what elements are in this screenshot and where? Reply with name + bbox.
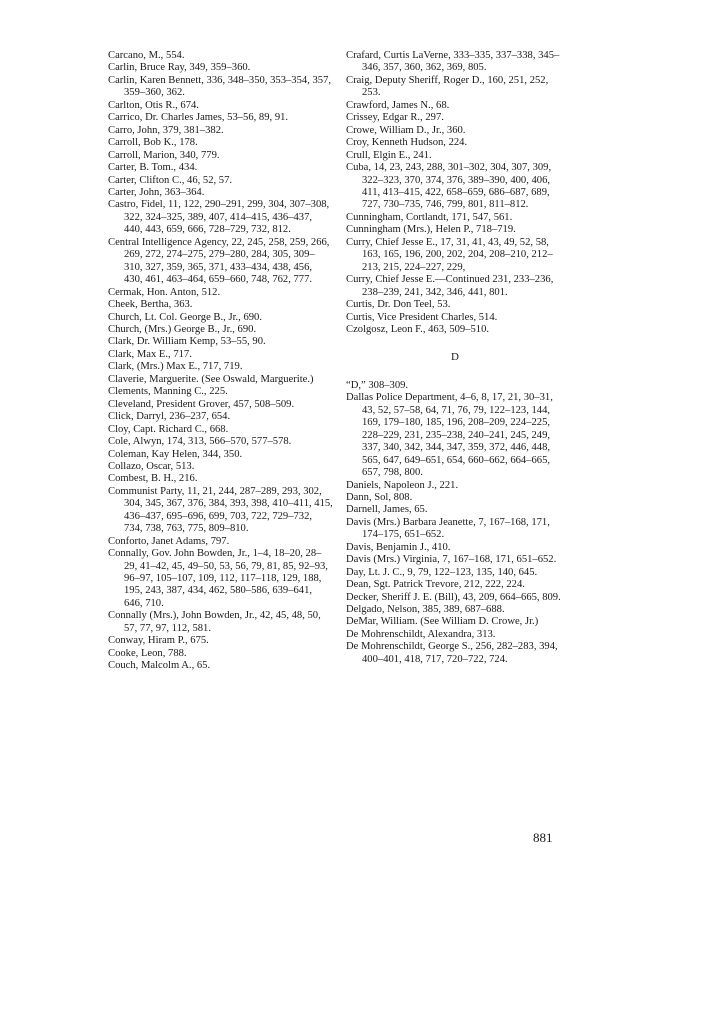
index-entry: Conforto, Janet Adams, 797.: [108, 535, 230, 547]
index-entry: Cunningham (Mrs.), Helen P., 718–719.: [346, 224, 516, 236]
index-entry: Carlton, Otis R., 674.: [108, 99, 199, 111]
index-entry: Clark, Dr. William Kemp, 53–55, 90.: [108, 336, 266, 348]
index-entry: Connally, Gov. John Bowden, Jr., 1–4, 18–20, 28–29, 41–42, 45, 49–50, 53, 56, 79, 81, 85, 92–93, 96–97, 105–107, 109, 112, 117–118, 129, 188, 195, 243, 387, 434, 462, 580–586, 639–641, 646, 710.: [108, 548, 328, 609]
index-entry: “D,” 308–309.: [346, 379, 409, 391]
index-entry: Church, Lt. Col. George B., Jr., 690.: [108, 311, 262, 323]
index-entry: Crafard, Curtis LaVerne, 333–335, 337–338, 345–346, 357, 360, 362, 369, 805.: [346, 50, 560, 74]
index-entry: De Mohrenschildt, George S., 256, 282–283, 394, 400–401, 418, 717, 720–722, 724.: [346, 641, 558, 665]
index-entry: Dallas Police Department, 4–6, 8, 17, 21, 30–31, 43, 52, 57–58, 64, 71, 76, 79, 122–123, 144, 169, 179–180, 185, 196, 208–209, 224–225, 228–229, 231, 235–238, 240–241, 245, 249, 337, 340, 342, 344, 347, 359, 372, 446, 448, 565, 647, 649–651, 654, 660–662, 664–665, 657, 798, 800.: [346, 392, 553, 479]
index-entry: Daniels, Napoleon J., 221.: [346, 479, 459, 491]
index-entry: Castro, Fidel, 11, 122, 290–291, 299, 304, 307–308, 322, 324–325, 389, 407, 414–415, 436–437, 440, 443, 659, 666, 728–729, 732, 812.: [108, 199, 330, 236]
index-entry: Coleman, Kay Helen, 344, 350.: [108, 448, 243, 460]
index-entry: Carlin, Bruce Ray, 349, 359–360.: [108, 62, 251, 74]
index-entry: Carroll, Marion, 340, 779.: [108, 149, 220, 161]
index-entry: Carter, B. Tom., 434.: [108, 162, 198, 174]
index-entry: Clements, Manning C., 225.: [108, 386, 228, 398]
index-entry: Conway, Hiram P., 675.: [108, 635, 209, 647]
index-entry: Dann, Sol, 808.: [346, 491, 413, 503]
index-column-right: [346, 50, 564, 666]
index-entry: Click, Darryl, 236–237, 654.: [108, 411, 231, 423]
index-entry: Czolgosz, Leon F., 463, 509–510.: [346, 323, 490, 335]
index-entry: Delgado, Nelson, 385, 389, 687–688.: [346, 604, 505, 616]
index-entry: Clark, (Mrs.) Max E., 717, 719.: [108, 361, 243, 373]
index-entry: Craig, Deputy Sheriff, Roger D., 160, 251, 252, 253.: [346, 74, 549, 99]
index-entry: Crawford, James N., 68.: [346, 99, 450, 111]
index-entry: Crowe, William D., Jr., 360.: [346, 124, 466, 136]
index-entry: Curtis, Dr. Don Teel, 53.: [346, 299, 451, 311]
index-entry: Cleveland, President Grover, 457, 508–509.: [108, 398, 295, 410]
index-entry: Cooke, Leon, 788.: [108, 647, 187, 659]
index-entry: Cunningham, Cortlandt, 171, 547, 561.: [346, 211, 513, 223]
index-entry: Crissey, Edgar R., 297.: [346, 112, 444, 124]
index-entry: Carter, John, 363–364.: [108, 186, 205, 198]
index-entries-d: [346, 380, 564, 666]
index-entry: Cuba, 14, 23, 243, 288, 301–302, 304, 307, 309, 322–323, 370, 374, 376, 389–390, 400, 406, 411, 413–415, 422, 658–659, 686–687, 689, 727, 730–735, 746, 799, 801, 811–812.: [346, 162, 552, 211]
index-entry: Carter, Clifton C., 46, 52, 57.: [108, 174, 233, 186]
index-entry: Curry, Chief Jesse E., 17, 31, 41, 43, 49, 52, 58, 163, 165, 196, 200, 202, 204, 208–210, 212–213, 215, 224–227, 229,: [346, 236, 553, 273]
index-entry: Davis (Mrs.) Barbara Jeanette, 7, 167–168, 171, 174–175, 651–652.: [346, 516, 550, 541]
index-entry: Communist Party, 11, 21, 244, 287–289, 293, 302, 304, 345, 367, 376, 384, 393, 398, 410–411, 415, 436–437, 695–696, 699, 703, 722, 729–732, 734, 738, 763, 775, 809–810.: [108, 485, 333, 535]
index-entry: Carro, John, 379, 381–382.: [108, 124, 224, 136]
index-entry: Central Intelligence Agency, 22, 245, 258, 259, 266, 269, 272, 274–275, 279–280, 284, 305, 309–310, 327, 359, 365, 371, 433–434, 438, 456, 430, 461, 463–464, 659–660, 748, 762, 777.: [108, 236, 330, 286]
index-entry: Combest, B. H., 216.: [108, 473, 198, 485]
index-entry: Church, (Mrs.) George B., Jr., 690.: [108, 323, 257, 335]
index-column-left: [108, 50, 333, 673]
index-entry: Clark, Max E., 717.: [108, 348, 192, 360]
index-entry: Cole, Alwyn, 174, 313, 566–570, 577–578.: [108, 436, 292, 448]
index-entry: Davis, Benjamin J., 410.: [346, 541, 451, 553]
index-entry: Cheek, Bertha, 363.: [108, 299, 193, 311]
index-entry: Cloy, Capt. Richard C., 668.: [108, 423, 229, 435]
index-entry: Claverie, Marguerite. (See Oswald, Marguerite.): [108, 373, 314, 385]
index-entry: De Mohrenschildt, Alexandra, 313.: [346, 628, 496, 640]
index-entry: Decker, Sheriff J. E. (Bill), 43, 209, 664–665, 809.: [346, 591, 561, 603]
index-entry: Croy, Kenneth Hudson, 224.: [346, 137, 468, 149]
index-entry: Crull, Elgin E., 241.: [346, 149, 432, 161]
index-entry: Curry, Chief Jesse E.—Continued 231, 233–236, 238–239, 241, 342, 346, 441, 801.: [346, 274, 554, 298]
index-entry: Curtis, Vice President Charles, 514.: [346, 311, 498, 323]
index-entry: Couch, Malcolm A., 65.: [108, 660, 211, 672]
index-entry: Carrico, Dr. Charles James, 53–56, 89, 91.: [108, 112, 289, 124]
index-entry: Darnell, James, 65.: [346, 504, 428, 516]
index-entries-c: [346, 50, 564, 336]
index-entry: Carlin, Karen Bennett, 336, 348–350, 353–354, 357, 359–360, 362.: [108, 74, 332, 99]
index-entry: Day, Lt. J. C., 9, 79, 122–123, 135, 140, 645.: [346, 566, 538, 578]
index-entry: Connally (Mrs.), John Bowden, Jr., 42, 45, 48, 50, 57, 77, 97, 112, 581.: [108, 610, 321, 634]
index-entry: Collazo, Oscar, 513.: [108, 460, 195, 472]
index-entry: DeMar, William. (See William D. Crowe, Jr.): [346, 616, 539, 628]
index-entry: Carroll, Bob K., 178.: [108, 137, 198, 149]
index-entry: Carcano, M., 554.: [108, 50, 185, 61]
page-number: 881: [533, 830, 553, 845]
index-entry: Dean, Sgt. Patrick Trevore, 212, 222, 224.: [346, 579, 525, 591]
index-entry: Cermak, Hon. Anton, 512.: [108, 286, 221, 298]
section-letter-d: D: [451, 351, 459, 364]
index-entry: Davis (Mrs.) Virginia, 7, 167–168, 171, 651–652.: [346, 554, 557, 566]
